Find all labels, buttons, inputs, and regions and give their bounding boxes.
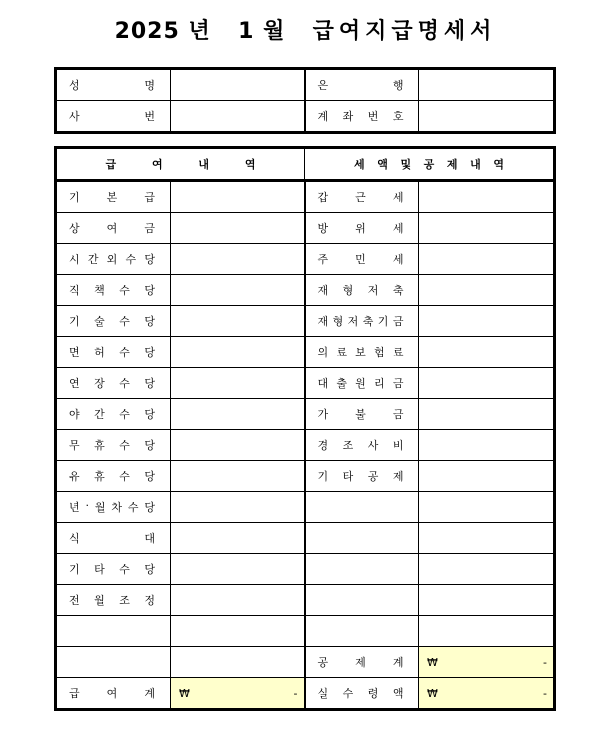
pay-item-label-text: 년 · 월 차 수 당 (69, 499, 155, 514)
pay-item-value[interactable] (171, 181, 305, 213)
net-pay-label (305, 678, 419, 710)
info-row (56, 69, 555, 101)
table-row (56, 430, 555, 461)
pay-item-label-text: 연 장 수 당 (69, 377, 155, 390)
pay-item-value[interactable] (171, 616, 305, 647)
pay-item-label (56, 399, 171, 430)
deduction-item-value[interactable] (419, 616, 555, 647)
deduction-item-label (305, 368, 419, 399)
empty-value[interactable] (171, 647, 305, 678)
deduction-item-value[interactable] (419, 368, 555, 399)
deduction-item-label (305, 181, 419, 213)
currency-symbol: ₩ (427, 655, 438, 669)
amount-dash: - (543, 686, 547, 700)
deduction-item-value[interactable] (419, 244, 555, 275)
deduction-item-label (305, 430, 419, 461)
deduction-item-label (305, 399, 419, 430)
deduction-item-label (305, 523, 419, 554)
pay-item-label (56, 337, 171, 368)
pay-item-value[interactable] (171, 585, 305, 616)
table-row (56, 275, 555, 306)
deduction-item-label (305, 244, 419, 275)
pay-item-value[interactable] (171, 523, 305, 554)
document-title (0, 14, 611, 45)
title-doc-name: 급여지급명세서 (312, 19, 497, 44)
deduction-item-label (305, 616, 419, 647)
pay-item-value[interactable] (171, 430, 305, 461)
deduction-item-label-text: 갑 근 세 (317, 191, 404, 204)
pay-item-label-text: 유 휴 수 당 (69, 470, 155, 483)
pay-item-label (56, 368, 171, 399)
pay-item-label (56, 585, 171, 616)
deduction-item-label-text: 대 출 원 리 금 (317, 377, 404, 390)
info-row (56, 101, 555, 133)
pay-item-value[interactable] (171, 213, 305, 244)
pay-total-row (56, 678, 555, 710)
info-left-label-text: 성 명 (69, 79, 155, 92)
net-pay-label-text: 실 수 령 액 (317, 687, 404, 700)
deduction-item-label-text: 재 형 저 축 기 금 (317, 315, 404, 328)
deduction-item-value[interactable] (419, 492, 555, 523)
info-left-label (56, 69, 171, 101)
table-row (56, 213, 555, 244)
table-row (56, 492, 555, 523)
info-right-value[interactable] (419, 101, 555, 133)
info-left-label (56, 101, 171, 133)
table-row (56, 461, 555, 492)
table-row (56, 368, 555, 399)
deduction-total-value[interactable] (419, 647, 555, 678)
pay-item-value[interactable] (171, 306, 305, 337)
deduction-item-label (305, 337, 419, 368)
pay-item-label (56, 244, 171, 275)
info-right-label-text: 은 행 (317, 79, 404, 92)
table-row (56, 337, 555, 368)
pay-item-label-text: 직 책 수 당 (69, 284, 155, 297)
table-row (56, 306, 555, 337)
table-row (56, 181, 555, 213)
info-right-label (305, 69, 419, 101)
deduction-item-label (305, 492, 419, 523)
deduction-item-value[interactable] (419, 585, 555, 616)
pay-total-label-text: 급 여 계 (69, 687, 155, 700)
deduction-item-label-text: 기 타 공 제 (317, 470, 404, 483)
deduction-item-label-text: 의 료 보 험 료 (317, 346, 404, 359)
pay-item-label-text: 면 허 수 당 (69, 346, 155, 359)
info-left-value[interactable] (171, 69, 305, 101)
deduction-item-label (305, 554, 419, 585)
deduction-item-label-text: 재 형 저 축 (317, 284, 404, 297)
deduction-item-value[interactable] (419, 399, 555, 430)
deduction-item-label (305, 461, 419, 492)
pay-item-label-text: 무 휴 수 당 (69, 439, 155, 452)
pay-item-label (56, 554, 171, 585)
deduction-item-label-text: 방 위 세 (317, 222, 404, 235)
title-wol: 월 (263, 19, 286, 44)
pay-total-label (56, 678, 171, 710)
deduction-item-value[interactable] (419, 181, 555, 213)
deduction-total-label-text: 공 제 계 (317, 656, 404, 669)
pay-item-label-text: 기 술 수 당 (69, 315, 155, 328)
currency-symbol: ₩ (427, 686, 438, 700)
deduction-item-label (305, 306, 419, 337)
deduction-item-value[interactable] (419, 213, 555, 244)
info-right-value[interactable] (419, 69, 555, 101)
pay-item-label (56, 306, 171, 337)
pay-item-label-text: 상 여 금 (69, 222, 155, 235)
pay-item-value[interactable] (171, 461, 305, 492)
pay-item-value[interactable] (171, 244, 305, 275)
pay-item-value[interactable] (171, 492, 305, 523)
pay-item-label (56, 275, 171, 306)
amount-dash: - (293, 686, 298, 700)
pay-item-value[interactable] (171, 275, 305, 306)
deduction-header: 세 액 및 공 제 내 역 (305, 148, 555, 181)
header-row (56, 148, 555, 181)
employee-info-table (54, 67, 556, 134)
deduction-item-value[interactable] (419, 337, 555, 368)
pay-statement-table (54, 146, 556, 711)
deduction-item-value[interactable] (419, 461, 555, 492)
deduction-item-value[interactable] (419, 430, 555, 461)
deduction-item-value[interactable] (419, 523, 555, 554)
pay-item-value[interactable] (171, 368, 305, 399)
amount-dash: - (543, 655, 547, 669)
info-left-label-text: 사 번 (69, 110, 155, 123)
table-row (56, 244, 555, 275)
pay-item-value[interactable] (171, 399, 305, 430)
table-row (56, 399, 555, 430)
pay-item-label-text: 전 월 조 정 (69, 594, 155, 607)
pay-item-value[interactable] (171, 554, 305, 585)
title-nyeon: 년 (188, 19, 211, 44)
pay-item-label-text: 기 타 수 당 (69, 563, 155, 576)
pay-header: 급 여 내 역 (56, 148, 305, 181)
title-month: 1 (238, 19, 255, 44)
deduction-total-row (56, 647, 555, 678)
table-row (56, 616, 555, 647)
pay-item-label (56, 492, 171, 523)
deduction-item-label (305, 275, 419, 306)
table-row (56, 523, 555, 554)
info-left-value[interactable] (171, 101, 305, 133)
pay-item-label (56, 461, 171, 492)
empty-label (56, 647, 171, 678)
pay-item-label (56, 616, 171, 647)
deduction-item-label-text: 주 민 세 (317, 253, 404, 266)
title-year: 2025 (114, 19, 180, 44)
table-row (56, 585, 555, 616)
pay-item-label (56, 430, 171, 461)
net-pay-value[interactable] (419, 678, 555, 710)
info-right-label (305, 101, 419, 133)
table-row (56, 554, 555, 585)
pay-item-label-text: 시 간 외 수 당 (69, 253, 155, 266)
pay-item-label (56, 181, 171, 213)
info-right-label-text: 계 좌 번 호 (317, 110, 404, 123)
deduction-item-value[interactable] (419, 554, 555, 585)
pay-item-value[interactable] (171, 337, 305, 368)
deduction-item-value[interactable] (419, 306, 555, 337)
pay-item-label-text: 야 간 수 당 (69, 408, 155, 421)
deduction-item-value[interactable] (419, 275, 555, 306)
deduction-total-label (305, 647, 419, 678)
pay-total-value[interactable] (171, 678, 305, 710)
pay-item-label-text: 기 본 급 (69, 191, 155, 204)
deduction-item-label (305, 585, 419, 616)
pay-item-label-text: 식 대 (69, 532, 155, 545)
deduction-item-label-text: 가 불 금 (317, 408, 404, 421)
currency-symbol: ₩ (179, 686, 190, 700)
pay-item-label (56, 213, 171, 244)
deduction-item-label (305, 213, 419, 244)
pay-item-label (56, 523, 171, 554)
deduction-item-label-text: 경 조 사 비 (317, 439, 404, 452)
